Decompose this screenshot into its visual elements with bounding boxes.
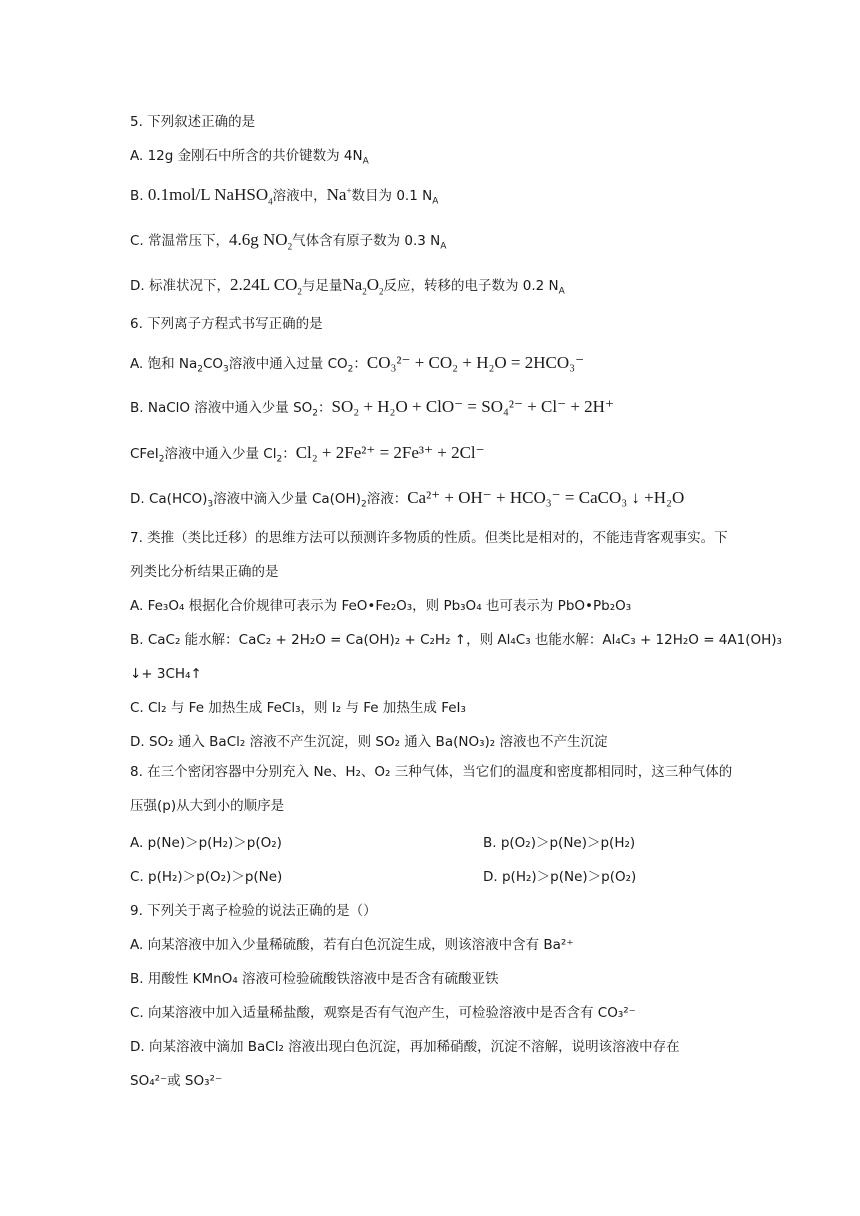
q6-option-d: D. $Ca(HCO)_3$溶液中滴入少量 $Ca(OH)_2$溶液：Ca²⁺ + OH⁻ + HCO₃⁻ = CaCO₃ ↓ +H₂O [130,488,685,510]
q6-option-a: A. 饱和 $Na_2CO_3$溶液中通入过量 $CO_2$：CO₃²⁻ + CO₂ + H₂O = 2HCO₃⁻ [130,353,585,375]
q7-option-b-line2: ↓+ 3CH₄↑ [130,666,202,682]
q5-option-d: D. 标准状况下，2.24L $CO_2$与足量$Na_2O_2$反应，转移的电子数为 0.2 $N_A$ [130,275,565,297]
q5-option-c: C. 常温常压下，4.6g $NO_2$气体含有原子数为 0.3 $N_A$ [130,230,447,252]
q8-options-row1 [130,832,740,854]
q5-stem: 5. 下列叙述正确的是 [130,114,256,130]
q8-option-d: D. p(H₂)＞p(Ne)＞p(O₂) [483,869,637,885]
q8-stem: 8. 在三个密闭容器中分别充入 Ne、H₂、O₂ 三种气体，当它们的温度和密度都相同时，这三种气体的压强(p)从大到小的顺序是 [130,764,733,814]
q6-option-b: B. NaClO 溶液中通入少量 $SO_2$：SO₂ + H₂O + ClO⁻ = SO₄²⁻ + Cl⁻ + 2H⁺ [130,397,614,419]
q9-stem: 9. 下列关于离子检验的说法正确的是（） [130,903,377,919]
q9-option-c: C. 向某溶液中加入适量稀盐酸，观察是否有气泡产生，可检验溶液中是否含有 CO₃²⁻ [130,1005,636,1021]
q6-stem: 6. 下列离子方程式书写正确的是 [130,316,323,332]
q9-option-d-line2: SO₄²⁻或 SO₃²⁻ [130,1073,223,1089]
q9-option-d-line1: D. 向某溶液中滴加 BaCl₂ 溶液出现白色沉淀，再加稀硝酸，沉淀不溶解，说明该溶液中存在 [130,1039,680,1055]
q7-option-c: C. Cl₂ 与 Fe 加热生成 FeCl₃，则 I₂ 与 Fe 加热生成 FeI₃ [130,700,466,716]
q8-option-a: A. p(Ne)＞p(H₂)＞p(O₂) [130,835,282,851]
q9-option-a: A. 向某溶液中加入少量稀硫酸，若有白色沉淀生成，则该溶液中含有 Ba²⁺ [130,937,574,953]
q7-option-d: D. SO₂ 通入 BaCl₂ 溶液不产生沉淀，则 SO₂ 通入 Ba(NO₃)₂ 溶液也不产生沉淀 [130,734,608,750]
q6-equation-b: SO₂ + H₂O + ClO⁻ = SO₄²⁻ + Cl⁻ + 2H⁺ [331,397,614,416]
q8-options-row2 [130,866,740,888]
q6-option-c: CFeI$_2$溶液中通入少量 $Cl_2$：Cl₂ + 2Fe²⁺ = 2Fe³⁺ + 2Cl⁻ [130,443,485,465]
q7-option-b-line1: B. CaC₂ 能水解：CaC₂ + 2H₂O = Ca(OH)₂ + C₂H₂ ↑，则 Al₄C₃ 也能水解：Al₄C₃ + 12H₂O = 4A1(OH)₃ [130,632,782,648]
q7-stem: 7. 类推（类比迁移）的思维方法可以预测许多物质的性质。但类比是相对的，不能违背客观事实。下列类比分析结果正确的是 [130,530,728,580]
q6-equation-d: Ca²⁺ + OH⁻ + HCO₃⁻ = CaCO₃ ↓ +H₂O [407,488,685,507]
q5-option-b: B. 0.1mol/L NaHSO$_4$溶液中，Na+数目为 0.1 $N_A$ [130,185,439,207]
q5-option-a: A. 12g 金刚石中所含的共价键数为 $4N_A$ [130,148,369,167]
q8-option-b: B. p(O₂)＞p(Ne)＞p(H₂) [483,835,636,851]
q9-option-b: B. 用酸性 KMnO₄ 溶液可检验硫酸铁溶液中是否含有硫酸亚铁 [130,971,499,987]
q6-equation-c: Cl₂ + 2Fe²⁺ = 2Fe³⁺ + 2Cl⁻ [295,443,485,462]
q8-option-c: C. p(H₂)＞p(O₂)＞p(Ne) [130,869,283,885]
q6-equation-a: CO₃²⁻ + CO₂ + H₂O = 2HCO₃⁻ [366,353,585,372]
q7-option-a: A. Fe₃O₄ 根据化合价规律可表示为 FeO•Fe₂O₃，则 Pb₃O₄ 也可表示为 PbO•Pb₂O₃ [130,598,632,614]
